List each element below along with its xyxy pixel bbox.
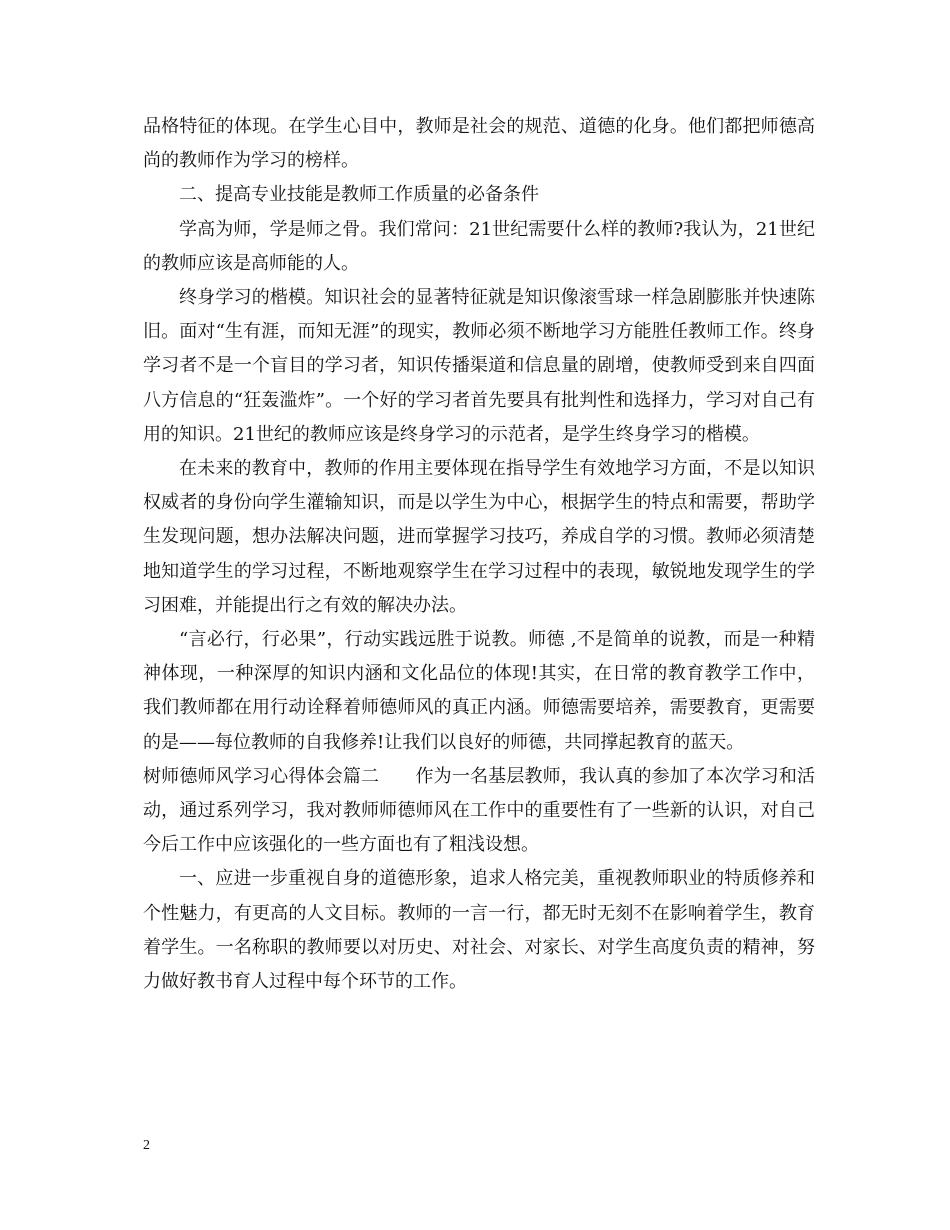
paragraph-7: 树师德师风学习心得体会篇二 作为一名基层教师，我认真的参加了本次学习和活动，通过系列学习，我对教师师德师风在工作中的重要性有了一些新的认识，对自己今后工作中应该强化的一些方面也有了粗浅设想。: [143, 765, 815, 856]
paragraph-8: 一、应进一步重视自身的道德形象，追求人格完美，重视教师职业的特质修养和个性魅力，有更高的人文目标。教师的一言一行，都无时无刻不在影响着学生，教育着学生。一名称职的教师要以对历史、对社会、对家长、对学生高度负责的精神，努力做好教书育人过程中每个环节的工作。: [143, 868, 815, 993]
paragraph-3: 学高为师，学是师之骨。我们常问：21世纪需要什么样的教师?我认为，21世纪的教师应该是高师能的人。: [143, 218, 815, 274]
section-heading-2: 二、提高专业技能是教师工作质量的必备条件: [179, 184, 539, 206]
paragraph-5: 在未来的教育中，教师的作用主要体现在指导学生有效地学习方面，不是以知识权威者的身份向学生灌输知识，而是以学生为中心，根据学生的特点和需要，帮助学生发现问题，想办法解决问题，进而掌握学习技巧，养成自学的习惯。教师必须清楚地知道学生的学习过程，不断地观察学生在学习过程中的表现，敏锐地发现学生的学习困难，并能提出行之有效的解决办法。: [143, 458, 815, 616]
paragraph-1: 品格特征的体现。在学生心目中，教师是社会的规范、道德的化身。他们都把师德高尚的教师作为学习的榜样。: [143, 116, 815, 172]
paragraph-4: 终身学习的楷模。知识社会的显著特征就是知识像滚雪球一样急剧膨胀并快速陈旧。面对“生有涯，而知无涯”的现实，教师必须不断地学习方能胜任教师工作。终身学习者不是一个盲目的学习者，知识传播渠道和信息量的剧增，使教师受到来自四面八方信息的“狂轰滥炸”。一个好的学习者首先要具有批判性和选择力，学习对自己有用的知识。21世纪的教师应该是终身学习的示范者，是学生终身学习的楷模。: [143, 287, 815, 445]
document-body: [143, 110, 815, 999]
page-number: 2: [143, 1138, 150, 1153]
paragraph-6: “言必行，行必果”，行动实践远胜于说教。师德 ,不是简单的说教，而是一种精神体现，一种深厚的知识内涵和文化品位的体现!其实，在日常的教育教学工作中，我们教师都在用行动诠释着师德师风的真正内涵。师德需要培养，需要教育，更需要的是——每位教师的自我修养!让我们以良好的师德，共同撑起教育的蓝天。: [143, 629, 815, 753]
